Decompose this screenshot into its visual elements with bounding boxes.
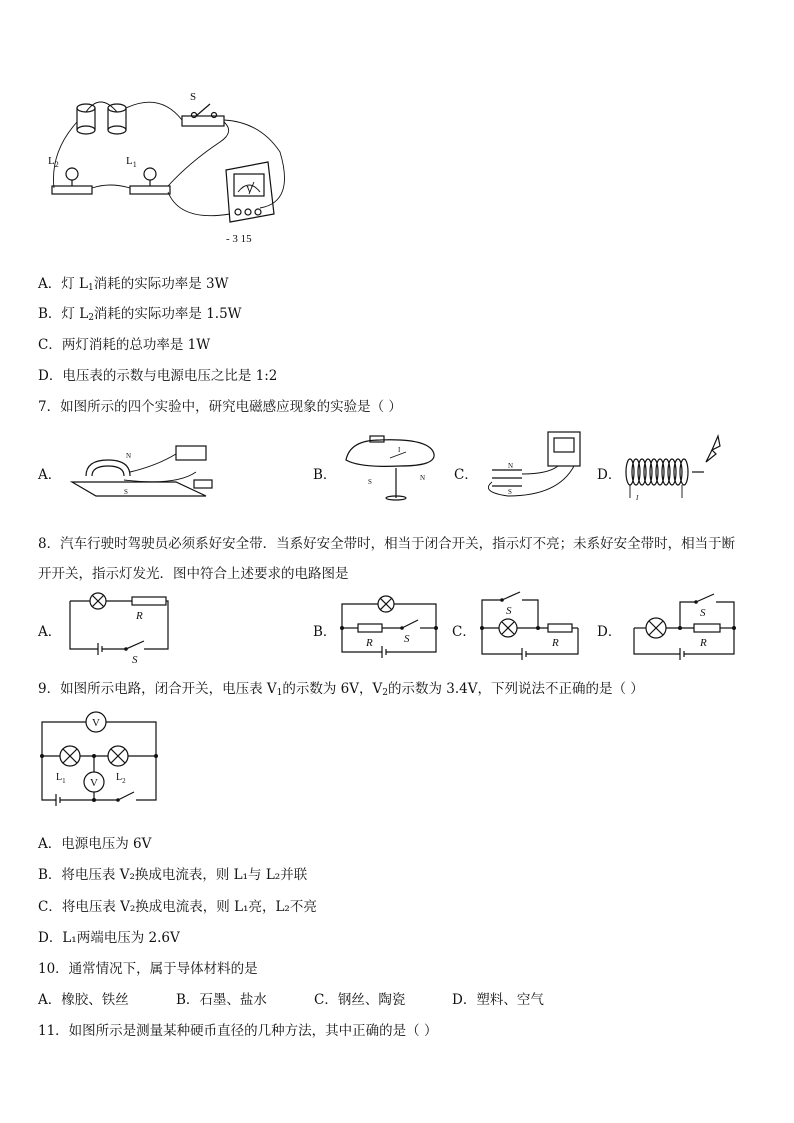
q10-option-c[interactable]: C．钢丝、陶瓷 [314, 992, 406, 1008]
svg-text:R: R [552, 637, 559, 649]
q10-option-a[interactable]: A．橡胶、铁丝 [38, 992, 129, 1008]
svg-text:S: S [508, 488, 512, 496]
q8-option-d[interactable]: D． [597, 624, 622, 640]
q8-circuit-c [482, 590, 582, 660]
svg-text:S: S [368, 478, 372, 486]
q7-option-b[interactable]: B． [313, 467, 337, 483]
q8-circuit-a [70, 593, 180, 666]
q6-option-a[interactable]: A．灯 $L_1$消耗的实际功率是 3W [38, 276, 229, 293]
q6-option-d[interactable]: D．电压表的示数与电源电压之比是 1:2 [38, 368, 278, 384]
q8-stem-line1: 8．汽车行驶时驾驶员必须系好安全带．当系好安全带时，相当于闭合开关，指示灯不亮；未系好安全带时，相当于断 [38, 536, 736, 552]
q6-option-c[interactable]: C．两灯消耗的总功率是 1W [38, 337, 211, 353]
lamp-l1-icon [130, 168, 170, 194]
svg-text:I: I [398, 446, 401, 454]
q9-option-b[interactable]: B．将电压表 V₂换成电流表，则 L₁与 L₂并联 [38, 867, 308, 883]
svg-text:N: N [420, 474, 426, 482]
q7-option-d[interactable]: D． [597, 467, 622, 483]
q7-option-a[interactable]: A． [38, 467, 62, 483]
svg-text:V: V [92, 717, 100, 729]
q9-option-c[interactable]: C．将电压表 V₂换成电流表，则 L₁亮，L₂不亮 [38, 899, 317, 915]
q7-figure-a [66, 436, 226, 506]
battery-icon [77, 104, 126, 134]
voltmeter-terminals: - 3 15 [226, 233, 252, 245]
q11-stem: 11．如图所示是测量某种硬币直径的几种方法，其中正确的是（ ） [38, 1023, 438, 1039]
q9-option-a[interactable]: A．电源电压为 6V [38, 836, 152, 852]
q7-figure-d [622, 432, 732, 502]
svg-text:N: N [508, 462, 514, 470]
l2-label: $L_2$ [48, 155, 59, 169]
q9-stem: 9．如图所示电路，闭合开关，电压表 $V_1$的示数为 6V，$V_2$的示数为 3.4V，下列说法不正确的是（ ） [38, 681, 644, 698]
svg-text:S: S [124, 488, 128, 496]
q10-option-d[interactable]: D．塑料、空气 [452, 992, 544, 1008]
q10-option-b[interactable]: B．石墨、盐水 [176, 992, 267, 1008]
l1-label: $L_1$ [126, 155, 137, 169]
q6-option-b[interactable]: B．灯 $L_2$消耗的实际功率是 1.5W [38, 306, 242, 323]
voltmeter-letter: V [246, 185, 254, 196]
q8-circuit-d [634, 590, 744, 660]
q8-circuit-b [342, 590, 442, 660]
switch-icon [182, 104, 224, 126]
svg-text:R: R [136, 610, 143, 622]
q9-option-d[interactable]: D．L₁两端电压为 2.6V [38, 930, 180, 946]
svg-text:R: R [700, 637, 707, 649]
svg-text:V: V [90, 777, 98, 789]
svg-text:S: S [404, 633, 410, 645]
q7-option-c[interactable]: C． [454, 467, 478, 483]
svg-text:S: S [132, 654, 138, 666]
q8-option-a[interactable]: A． [38, 624, 62, 640]
switch-label: S [190, 91, 197, 103]
q9-circuit-figure [38, 710, 168, 810]
svg-text:R: R [366, 637, 373, 649]
lamp-l2-icon [52, 168, 92, 194]
svg-text:S: S [700, 607, 706, 619]
svg-text:L1: $L_1$ [56, 772, 66, 785]
q8-stem-line2: 开开关，指示灯发光．图中符合上述要求的电路图是 [38, 566, 349, 582]
svg-text:N: N [126, 452, 132, 460]
svg-text:L2: $L_2$ [116, 772, 126, 785]
q8-option-c[interactable]: C． [452, 624, 476, 640]
q6-circuit-figure [40, 82, 340, 252]
svg-text:I: I [636, 494, 639, 502]
q7-figure-b [340, 432, 440, 502]
q7-stem: 7．如图所示的四个实验中，研究电磁感应现象的实验是（ ） [38, 399, 402, 415]
q10-stem: 10．通常情况下，属于导体材料的是 [38, 961, 258, 977]
q8-option-b[interactable]: B． [313, 624, 337, 640]
svg-text:S: S [506, 605, 512, 617]
wires [53, 102, 284, 216]
q7-figure-c [478, 430, 588, 500]
